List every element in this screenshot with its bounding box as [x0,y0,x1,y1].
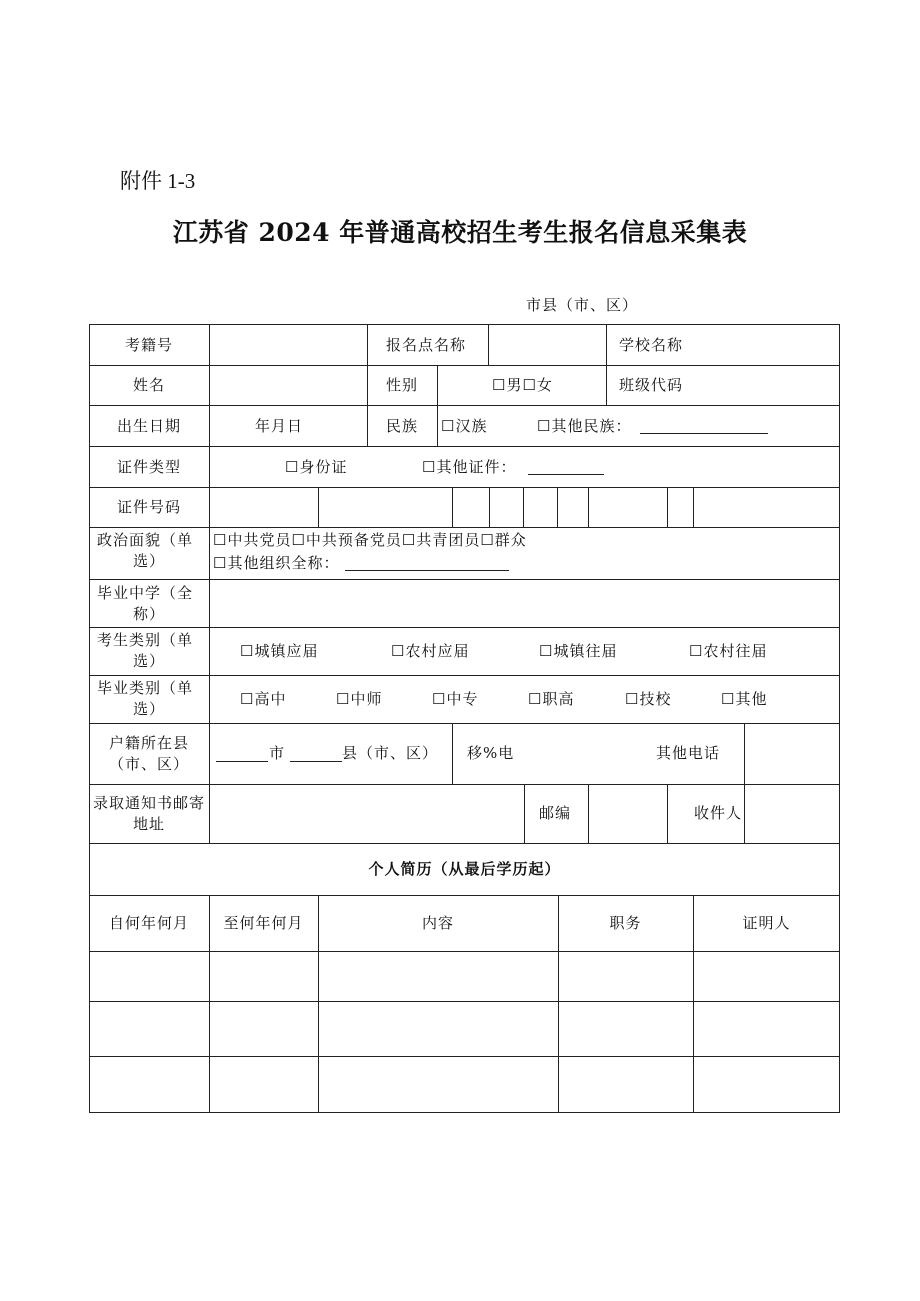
mobile-label: 移%电 [467,744,515,762]
grad-option-technical-school[interactable]: ☐技校 [625,690,672,708]
han-checkbox[interactable]: ☐汉族 [441,417,488,435]
gender-label: 性别 [386,376,419,394]
household-county-label: 县（市、区） [342,744,439,762]
grad-label-line1: 毕业类别（单 [97,679,194,697]
resume-col-witness: 证明人 [742,914,791,932]
signup-point-label: 报名点名称 [386,336,467,354]
category-label-line1: 考生类别（单 [97,631,194,649]
category-option-urban-past[interactable]: ☐城镇往届 [539,642,618,660]
grad-label-line2: 选） [132,700,165,718]
grad-option-other[interactable]: ☐其他 [721,690,768,708]
resume-col-to: 至何年何月 [223,914,304,932]
id-card-checkbox[interactable]: ☐身份证 [285,458,348,476]
grad-option-secondary-tech[interactable]: ☐中专 [432,690,479,708]
school-label-line1: 毕业中学（全 [97,584,194,602]
politics-other-blank[interactable] [345,555,509,571]
gender-options[interactable]: ☐男☐女 [492,376,553,394]
other-phone-label: 其他电话 [656,744,721,762]
other-id-blank[interactable] [528,459,604,475]
household-county-blank[interactable] [290,746,342,762]
school-name-label: 学校名称 [619,336,684,354]
class-code-label: 班级代码 [619,376,684,394]
city-line: 市县（市、区） [526,296,639,314]
birth-date-format: 年月日 [255,417,304,435]
resume-col-from: 自何年何月 [108,914,189,932]
mail-label-line2: 地址 [132,815,165,833]
grad-option-vocational-high[interactable]: ☐职高 [528,690,575,708]
politics-label-line1: 政治面貌（单 [97,531,194,549]
resume-col-content: 内容 [421,914,454,932]
name-label: 姓名 [132,376,165,394]
politics-other-checkbox[interactable]: ☐其他组织全称： [213,554,340,572]
id-number-label: 证件号码 [116,498,181,516]
politics-options[interactable]: ☐中共党员☐中共预备党员☐共青团员☐群众 [213,531,527,549]
ethnicity-label: 民族 [386,417,419,435]
household-city-blank[interactable] [216,746,268,762]
household-label-line1: 户籍所在县 [108,734,189,752]
category-label-line2: 选） [132,652,165,670]
category-option-rural-past[interactable]: ☐农村往届 [689,642,768,660]
other-ethnicity-blank[interactable] [640,418,768,434]
other-id-checkbox[interactable]: ☐其他证件： [422,458,517,476]
politics-label-line2: 选） [132,552,165,570]
resume-col-position: 职务 [609,914,642,932]
recipient-label: 收件人 [694,804,743,822]
grad-option-high-school[interactable]: ☐高中 [240,690,287,708]
postcode-label: 邮编 [539,804,572,822]
page-title: 江苏省 2024 年普通高校招生考生报名信息采集表 [172,218,748,247]
household-city-label: 市 [269,744,286,762]
birth-date-label: 出生日期 [116,417,181,435]
household-label-line2: （市、区） [108,755,189,773]
attachment-label: 附件 1-3 [120,169,196,193]
school-label-line2: 称） [132,605,165,623]
exam-reg-no-label: 考籍号 [124,336,173,354]
id-type-label: 证件类型 [116,458,181,476]
other-ethnicity-checkbox[interactable]: ☐其他民族： [537,417,632,435]
category-option-urban-fresh[interactable]: ☐城镇应届 [240,642,319,660]
mail-label-line1: 录取通知书邮寄 [92,794,205,812]
resume-title: 个人简历（从最后学历起） [368,860,561,878]
category-option-rural-fresh[interactable]: ☐农村应届 [391,642,470,660]
grad-option-normal-school[interactable]: ☐中师 [336,690,383,708]
